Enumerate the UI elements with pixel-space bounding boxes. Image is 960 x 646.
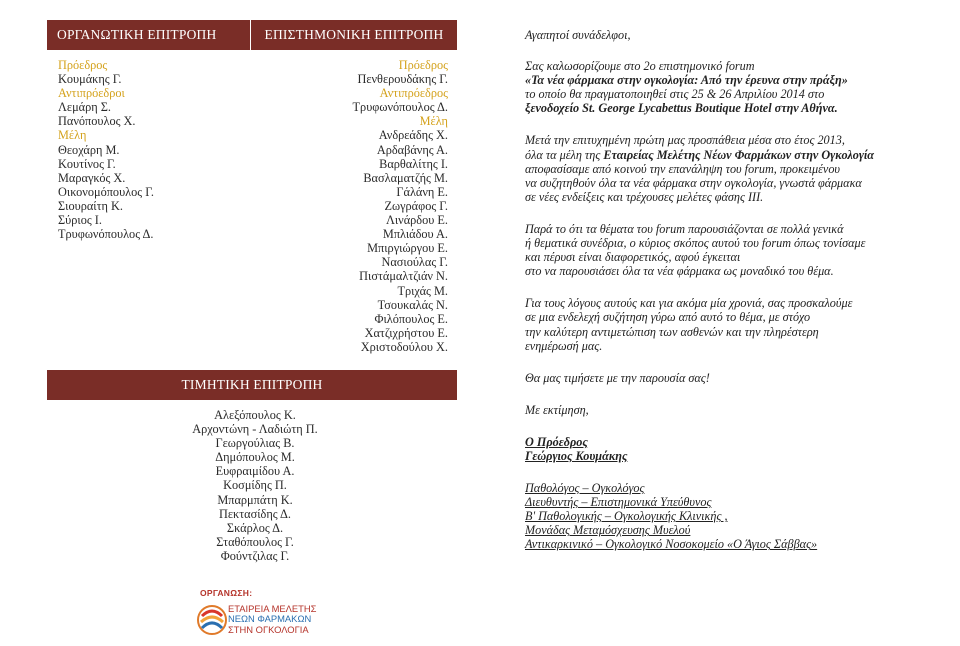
member-name: Θεοχάρη Μ. [58,142,120,157]
member-name: Μπιργιώργου Ε. [367,241,448,256]
letter-paragraph-1 [525,59,930,115]
member-name: Κουτίνος Γ. [58,156,116,171]
letter-paragraph-3 [525,222,930,278]
role-label: Πρόεδρος [58,58,108,72]
honorary-committee-header [47,370,457,400]
venue-line: ξενοδοχείο St. George Lycabettus Boutique Hotel στην Αθήνα. [525,101,838,116]
signature-role: Μονάδας Μεταμόσχευσης Μυελού [525,523,691,538]
letter-line: το οποίο θα πραγματοποιηθεί στις 25 & 26 Απριλίου 2014 στο [525,87,825,102]
role-label: Αντιπρόεδροι [58,86,125,101]
member-name: Δημόπουλος Μ. [215,450,295,465]
organizer-name [228,604,316,635]
member-name: Μπαρμπάτη Κ. [217,492,293,507]
member-name: Κοσμίδης Π. [223,478,287,493]
honorary-committee-title: ΤΙΜΗΤΙΚΗ ΕΠΙΤΡΟΠΗ [181,377,323,392]
letter-line: και πέρυσι είναι διαφορετικός, αφού έγκειται [525,250,741,265]
member-name: Αλεξόπουλος Κ. [214,408,296,422]
letter-signoff: Με εκτίμηση, [525,402,589,417]
signature-role: Β' Παθολογικής – Ογκολογικής Κλινικής , [525,509,728,524]
member-name: Αρδαβάνης Α. [376,142,448,157]
letter-line: σε μια ενδελεχή συζήτηση γύρω από αυτό το θέμα, με στόχο [525,310,811,325]
organizing-committee-list [58,58,248,241]
member-name: Πενθερουδάκης Γ. [357,72,448,87]
signature-roles [525,481,930,551]
signature-block [525,435,930,463]
member-name: Πιστάμαλτζιάν Ν. [359,269,448,284]
member-name: Τρυφωνόπουλος Δ. [352,100,448,115]
member-name: Ζωγράφος Γ. [384,198,448,213]
letter-line: Παρά το ότι τα θέματα του forum παρουσιάζονται σε πολλά γενικά [525,221,844,236]
letter-line: την καλύτερη αντιμετώπιση των ασθενών και την πληρέστερη [525,324,819,339]
member-name: Φιλόπουλος Ε. [374,311,448,326]
member-name: Πεκτασίδης Δ. [218,506,292,521]
role-label: Αντιπρόεδρος [379,86,448,101]
role-label: Μέλη [58,128,87,143]
letter-closing: Θα μας τιμήσετε με την παρουσία σας! [525,370,710,385]
letter-greeting: Αγαπητοί συνάδελφοι, [525,28,631,42]
honorary-committee-list [150,408,360,563]
letter-line: στο να παρουσιάσει όλα τα νέα φάρμακα ως μοναδικό του θέμα. [525,264,834,279]
member-name: Ανδρεάδης Χ. [378,128,448,143]
member-name: Φούντζιλας Γ. [220,548,290,563]
letter-line: Μετά την επιτυχημένη πρώτη μας προσπάθεια μέσα στο έτος 2013, [525,133,845,148]
scientific-committee-title: ΕΠΙΣΤΗΜΟΝΙΚΗ ΕΠΙΤΡΟΠΗ [264,27,444,42]
member-name: Μαραγκός Χ. [58,170,126,185]
scientific-committee-header [250,20,457,50]
member-name: Κουμάκης Γ. [58,72,122,87]
letter-line: Για τους λόγους αυτούς και για ακόμα μία χρονιά, σας προσκαλούμε [525,296,853,311]
signature-title: Ο Πρόεδρος [525,434,588,449]
letter-line: να συζητηθούν όλα τα νέα φάρμακα στην ογκολογία, γνωστά φάρμακα [525,175,862,190]
member-name: Πανόπουλος Χ. [58,114,136,129]
member-name: Βαρθαλίτης Ι. [379,156,448,171]
organizer-line: ΝΕΩΝ ΦΑΡΜΑΚΩΝ [228,613,312,625]
member-name: Τρυφωνόπουλος Δ. [58,227,154,242]
member-name: Νασιούλας Γ. [381,255,448,270]
member-name: Γάλάνη Ε. [396,184,448,199]
letter-paragraph-2 [525,133,930,203]
member-name: Τσουκαλάς Ν. [377,297,448,312]
organizer-line: ΣΤΗΝ ΟΓΚΟΛΟΓΙΑ [228,623,309,635]
member-name: Μπλιάδου Α. [382,227,448,242]
member-name: Τριχάς Μ. [397,283,448,298]
member-name: Χατζιχρήστου Ε. [364,325,448,340]
signature-role: Παθολόγος – Ογκολόγος [525,481,645,496]
organizing-committee-header [47,20,250,50]
organizer-label: ΟΡΓΑΝΩΣΗ: [200,588,253,598]
member-name: Λεμάρη Σ. [58,100,111,115]
role-label: Πρόεδρος [398,58,448,72]
signature-role: Αντικαρκινικό – Ογκολογικό Νοσοκομείο «Ο Άγιος Σάββας» [525,537,818,552]
letter-line [525,148,930,162]
letter-line: Σας καλωσορίζουμε στο 2ο επιστημονικό forum [525,59,755,74]
member-name: Γεωργούλιας Β. [215,436,295,451]
letter-line: ή θεματικά συνέδρια, ο κύριος σκόπος αυτού του forum όπως τονίσαμε [525,236,866,251]
signature-name: Γεώργιος Κουμάκης [525,448,628,463]
member-name: Αρχοντώνη - Λαδιώτη Π. [192,422,318,437]
organizer-line: ΕΤΑΙΡΕΙΑ ΜΕΛΕΤΗΣ [228,603,317,614]
member-name: Χριστοδούλου Χ. [360,339,448,354]
member-name: Σκάρλος Δ. [226,520,284,535]
society-name: Εταιρείας Μελέτης Νέων Φαρμάκων στην Ογκολογία [603,147,875,162]
letter-text: όλα τα μέλη της [525,147,604,162]
member-name: Λινάρδου Ε. [385,213,448,228]
role-label: Μέλη [419,114,448,129]
letter-line: σε νέες ενδείξεις και τρέχουσες μελέτες φάσης ΙΙΙ. [525,189,764,204]
letter-line: ενημέρωσή μας. [525,338,603,353]
member-name: Βασλαματζής Μ. [363,170,448,185]
organizing-committee-title: ΟΡΓΑΝΩΤΙΚΗ ΕΠΙΤΡΟΠΗ [57,27,217,42]
forum-title: «Τα νέα φάρμακα στην ογκολογία: Από την έρευνα στην πράξη» [525,73,848,88]
letter-paragraph-4 [525,296,930,352]
member-name: Σιουραίτη Κ. [58,198,123,213]
welcome-letter [525,28,930,552]
scientific-committee-list [300,58,448,354]
member-name: Οικονομόπουλος Γ. [58,184,154,199]
member-name: Σταθόπουλος Γ. [216,534,294,549]
signature-role: Διευθυντής – Επιστημονικά Υπεύθυνος [525,495,712,510]
member-name: Ευφραιμίδου Α. [215,464,295,479]
letter-line: αποφασίσαμε από κοινού την επανάληψη του forum, προκειμένου [525,161,841,176]
member-name: Σύριος Ι. [58,213,102,228]
